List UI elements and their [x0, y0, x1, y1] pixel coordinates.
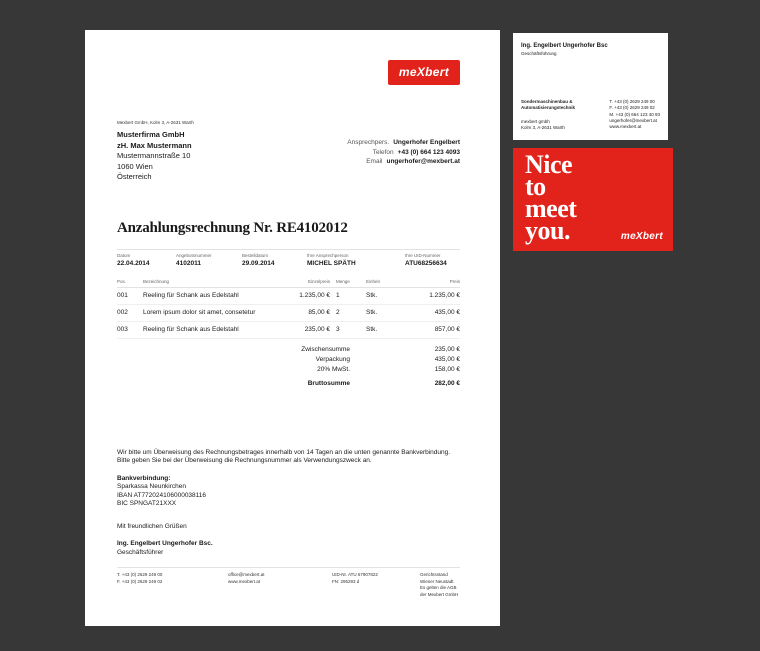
meta-offer-number-value: 4102011: [176, 259, 201, 267]
page-footer: [117, 567, 460, 598]
recipient-address: [117, 130, 192, 183]
contact-phone-label: Telefon: [372, 148, 394, 156]
closing-greeting: Mit freundlichen Grüßen: [117, 522, 187, 530]
gross-total-row: [117, 379, 460, 389]
address-contact-row: [117, 130, 460, 183]
greeting-line: you.: [525, 216, 570, 245]
footer-phone-col: [117, 572, 228, 598]
recipient-street: Mustermannstraße 10: [117, 151, 191, 160]
contact-block: [347, 138, 460, 183]
contact-phone-value: +43 (0) 664 123 4093: [397, 148, 460, 156]
sender-return-address: Mexbert GmbH, Kolm 3, A-2631 Warth: [117, 120, 194, 125]
cell-pos: 001: [117, 292, 128, 299]
cell-price: 435,00 €: [434, 309, 460, 316]
cell-quantity: 1: [336, 292, 340, 299]
cell-price: 1.235,00 €: [429, 292, 460, 299]
business-card-service-line: Sondermaschinenbau &: [521, 99, 573, 105]
bank-name: Sparkassa Neunkirchen: [117, 483, 187, 490]
greeting-line: Nice: [525, 150, 573, 179]
cell-unit: Stk.: [366, 292, 378, 299]
bank-bic: BIC SPNGAT21XXX: [117, 500, 177, 507]
footer-court-col: [420, 572, 460, 598]
col-pos: Pos.: [117, 278, 127, 284]
cell-unit: Stk.: [366, 326, 378, 333]
cell-quantity: 3: [336, 326, 340, 333]
cell-description: Reeling für Schank aus Edelstahl: [143, 292, 239, 299]
line-items-table: [117, 279, 460, 339]
col-quantity: Menge: [336, 278, 350, 284]
meta-contact-person-value: MICHEL SPÄTH: [307, 259, 356, 267]
meta-order-date: [242, 253, 307, 267]
meta-order-date-label: Bestelldatum: [242, 252, 269, 258]
cell-pos: 002: [117, 309, 128, 316]
meta-order-date-value: 29.09.2014: [242, 259, 275, 267]
footer-fax: F. +43 (0) 2629 249 02: [117, 578, 163, 584]
totals-block: [117, 345, 460, 389]
footer-phone: T. +43 (0) 2629 249 00: [117, 572, 163, 577]
footer-jurisdiction: Gerichtsstand Wiener Neustadt: [420, 572, 454, 584]
col-unit: Einheit: [366, 278, 380, 284]
cell-unit-price: 1.235,00 €: [299, 292, 330, 299]
footer-fn: FN: 295293 d: [332, 578, 360, 584]
recipient-attn: zH. Max Mustermann: [117, 140, 192, 150]
footer-web-col: [228, 572, 332, 598]
mexbert-logo: meXbert: [388, 60, 460, 85]
business-card-address: Kolm 3, A-2631 Warth: [521, 124, 565, 130]
payment-note-line: Wir bitte um Überweisung des Rechnungsbetrages innerhalb von 14 Tagen an die unten genannte Bankverbindung.: [117, 448, 451, 456]
subtotal-label: Zwischensumme: [301, 345, 350, 353]
meta-uid-number-value: ATU68256634: [405, 259, 447, 267]
packaging-label: Verpackung: [315, 355, 350, 363]
cell-unit-price: 85,00 €: [308, 309, 330, 316]
meta-date: [117, 253, 176, 267]
vat-value: 158,00 €: [434, 365, 460, 373]
meta-contact-person-label: Ihre Ansprechperson: [307, 252, 349, 258]
footer-uid: UID-Nr. ATU 67907822: [332, 572, 378, 577]
cell-description: Reeling für Schank aus Edelstahl: [143, 326, 239, 333]
signer-role: Geschäftsführer: [117, 548, 164, 556]
contact-person-label: Ansprechpers.: [347, 139, 390, 146]
signature-block: [117, 523, 460, 558]
cell-unit-price: 235,00 €: [304, 326, 330, 333]
footer-website: www.mexbert.at: [228, 578, 261, 584]
invoice-meta-bar: [117, 249, 460, 267]
payment-note: [117, 449, 460, 466]
vat-label: 20% MwSt.: [317, 365, 350, 373]
signer-name: Ing. Engelbert Ungerhofer Bsc.: [117, 540, 213, 547]
table-row: [117, 288, 460, 305]
meta-date-label: Datum: [117, 252, 131, 258]
payment-note-line: Bitte geben Sie bei der Überweisung die Rechnungsnummer als Verwendungszweck an.: [117, 457, 372, 464]
business-card-fax: F. +43 (0) 2629 249 02: [609, 105, 655, 111]
bank-heading: Bankverbindung:: [117, 474, 171, 482]
table-row: [117, 305, 460, 322]
business-card-role: Geschäftsführung: [521, 51, 557, 56]
business-card-phone: T. +43 (0) 2629 249 00: [609, 99, 655, 105]
meta-uid-number: [405, 253, 460, 267]
business-card-right-column: [609, 99, 660, 131]
subtotal-value: 235,00 €: [434, 345, 460, 353]
contact-phone-row: [347, 148, 460, 158]
cell-price: 857,00 €: [434, 326, 460, 333]
meta-offer-number-label: Angebotsnummer: [176, 252, 212, 258]
table-row: [117, 322, 460, 339]
cell-unit: Stk.: [366, 309, 378, 316]
subtotal-row: [117, 345, 460, 355]
meta-offer-number: [176, 253, 242, 267]
contact-person-row: [347, 138, 460, 148]
spacer: [521, 112, 575, 119]
mexbert-logo: meXbert: [620, 231, 663, 242]
meta-contact-person: [307, 253, 405, 267]
gross-total-label: Bruttosumme: [307, 379, 350, 387]
packaging-value: 435,00 €: [434, 355, 460, 363]
vat-row: [117, 365, 460, 375]
table-header-row: [117, 279, 460, 288]
contact-email-label: Email: [366, 158, 383, 165]
meta-uid-number-label: Ihre UID-Nummer: [405, 252, 441, 258]
contact-person-value: Ungerhofer Engelbert: [393, 139, 460, 146]
red-brand-card: [513, 148, 673, 251]
business-card-website: www.mexbert.at: [609, 124, 642, 129]
recipient-company: Musterfirma GmbH: [117, 130, 185, 139]
footer-legal-col: [332, 572, 420, 598]
contact-email-value: ungerhofer@mexbert.at: [386, 158, 460, 165]
business-card-details: [521, 99, 660, 131]
cell-quantity: 2: [336, 309, 340, 316]
business-card-left-column: [521, 99, 575, 131]
recipient-city: 1060 Wien: [117, 161, 153, 171]
recipient-country: Österreich: [117, 172, 152, 181]
cell-pos: 003: [117, 326, 128, 333]
greeting-line: to: [525, 172, 546, 201]
meta-date-value: 22.04.2014: [117, 259, 150, 267]
invoice-title: Anzahlungsrechnung Nr. RE4102012: [117, 219, 348, 236]
gross-total-value: 282,00 €: [434, 379, 460, 387]
col-price: Preis: [449, 278, 460, 284]
invoice-page: [85, 30, 500, 626]
bank-iban: IBAN AT772024106000038116: [117, 491, 207, 499]
footer-agb: Es gelten die AGB der Mexbert GmbH: [420, 585, 459, 597]
invoice-header: [117, 60, 460, 85]
business-card-email: ungerhofer@mexbert.at: [609, 117, 657, 123]
packaging-row: [117, 355, 460, 365]
business-card-name: Ing. Engelbert Ungerhofer Bsc: [521, 43, 608, 49]
bank-details: [117, 475, 460, 509]
business-card-service-line: Automatisierungstechnik: [521, 105, 576, 111]
business-card-company: mexbert gmbh: [521, 118, 550, 124]
col-unit-price: Einzelpreis: [307, 278, 330, 284]
greeting-line: meet: [525, 194, 577, 223]
business-card: [513, 33, 668, 140]
business-card-mobile: M. +43 (0) 664 123 40 93: [609, 111, 660, 117]
footer-email: office@mexbert.at: [228, 572, 265, 577]
cell-description: Lorem ipsum dolor sit amet, consetetur: [143, 309, 256, 316]
col-description: Bezeichnung: [143, 278, 170, 284]
contact-email-row: [347, 157, 460, 167]
